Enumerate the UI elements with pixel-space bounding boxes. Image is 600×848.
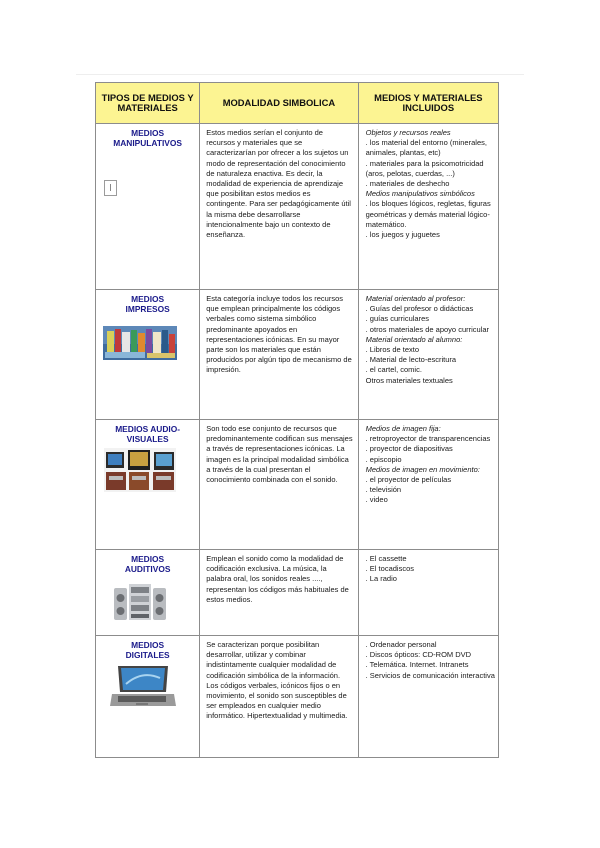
- category-title: MEDIOS MANIPULATIVOS: [113, 128, 182, 148]
- material-item: Medios manipulativos simbólicos: [365, 189, 475, 199]
- header-tipos: TIPOS DE MEDIOS Y MATERIALES: [96, 83, 200, 124]
- material-item: . televisión: [365, 485, 402, 495]
- table-header-row: [96, 83, 499, 124]
- material-item: . otros materiales de apoyo curricular: [365, 324, 490, 334]
- category-title: MEDIOS DIGITALES: [125, 640, 170, 660]
- category-cell-audiovisuales: [96, 420, 200, 550]
- material-item: . materiales para la psicomotricidad (aros, pelotas, cuerdas, ...): [365, 158, 484, 178]
- table-row: [96, 420, 499, 550]
- category-title: MEDIOS AUDIO- VISUALES: [115, 424, 181, 444]
- category-cell-auditivos: [96, 550, 200, 636]
- material-item: . episcopio: [365, 454, 402, 464]
- table-row: [96, 290, 499, 420]
- table-row: [96, 124, 499, 290]
- laptop-image: [108, 664, 176, 710]
- media-types-table: [95, 82, 499, 758]
- material-item: . La radio: [365, 574, 397, 584]
- materials-cell: [358, 636, 498, 758]
- material-item: Medios de imagen fija:: [365, 424, 441, 433]
- category-title: MEDIOS AUDITIVOS: [124, 554, 171, 574]
- material-item: . Ordenador personal: [365, 640, 437, 649]
- header-modalidad: MODALIDAD SIMBOLICA: [200, 83, 358, 124]
- material-item: . Guías del profesor o didácticas: [365, 304, 474, 314]
- category-cell-impresos: [96, 290, 200, 420]
- material-item: Material orientado al profesor:: [365, 294, 466, 303]
- material-item: . guías curriculares: [365, 314, 429, 324]
- material-item: . El tocadiscos: [365, 564, 414, 574]
- page-top-rule: [76, 74, 524, 75]
- materials-cell: [358, 550, 498, 636]
- materials-cell: [358, 420, 498, 550]
- material-item: Medios de imagen en movimiento:: [365, 464, 480, 474]
- material-item: Material orientado al alumno:: [365, 334, 463, 344]
- material-item: . Discos ópticos: CD-ROM DVD: [365, 650, 472, 660]
- material-item: . El cassette: [365, 554, 407, 563]
- material-item: . Libros de texto: [365, 345, 420, 355]
- material-item: Objetos y recursos reales: [365, 128, 451, 137]
- category-title: MEDIOS IMPRESOS: [125, 294, 170, 314]
- material-item: . materiales de deshecho: [365, 179, 450, 189]
- description-cell: Estos medios serían el conjunto de recursos y materiales que se caracterizarían por ofrecer a los sujetos un modo de representación del conocimiento de naturaleza enactiva. Es decir, la modalidad de experiencia de aprendizaje que posibilitan estos medios es contingente. Para ser pedagógicamente útil la misma debe desarrollarse intencionalmente bajo un contexto de enseñanza.: [200, 124, 358, 290]
- material-item: . Telemática. Internet. Intranets: [365, 660, 469, 670]
- table-row: [96, 636, 499, 758]
- books-image: [103, 326, 177, 360]
- stereo-image: [114, 584, 166, 622]
- material-item: . el cartel, comic.: [365, 365, 422, 375]
- materials-cell: [358, 290, 498, 420]
- description-cell: Son todo ese conjunto de recursos que predominantemente codifican sus mensajes a través de representaciones icónicas. La imagen es la principal modalidad simbólica a través de la cual presentan el conocimiento combinada con el sonido.: [200, 420, 358, 550]
- header-materiales: MEDIOS Y MATERIALES INCLUIDOS: [358, 83, 498, 124]
- materials-cell: [358, 124, 498, 290]
- material-item: . el proyector de películas: [365, 475, 452, 485]
- placeholder-image-icon: [104, 180, 117, 196]
- material-item: . video: [365, 495, 388, 505]
- table-row: [96, 550, 499, 636]
- material-item: . los material del entorno (minerales, animales, plantas, etc): [365, 138, 487, 158]
- audiovisual-equipment-image: [104, 448, 176, 492]
- material-item: . Servicios de comunicación interactiva: [365, 670, 495, 680]
- category-cell-digitales: [96, 636, 200, 758]
- material-item: . los juegos y juguetes: [365, 230, 440, 240]
- category-cell-manipulativos: [96, 124, 200, 290]
- description-cell: Emplean el sonido como la modalidad de codificación exclusiva. La música, la palabra oral, los sonidos reales ...., representan los códigos más habituales de estos medios.: [200, 550, 358, 636]
- material-item: . Material de lecto-escritura: [365, 355, 457, 365]
- material-item: . los bloques lógicos, regletas, figuras geométricas y demás material lógico-matemático.: [365, 199, 491, 229]
- description-cell: Se caracterizan porque posibilitan desarrollar, utilizar y combinar indistintamente cualquier modalidad de codificación simbólica de la información. Los códigos verbales, icónicos fijos o en movimiento, el sonido son susceptibles de ser empleados en cualquier medio informático. Hipertextualidad y multimedia.: [200, 636, 358, 758]
- material-item: . retroproyector de transparencencias: [365, 434, 491, 444]
- material-item: Otros materiales textuales: [365, 375, 453, 385]
- description-cell: Esta categoría incluye todos los recursos que emplean principalmente los códigos verbales como sistema simbólico predominante apoyados en representaciones icónicas. En su mayor parte son los materiales que están producidos por algún tipo de mecanismo de impresión.: [200, 290, 358, 420]
- material-item: . proyector de diapositivas: [365, 444, 453, 454]
